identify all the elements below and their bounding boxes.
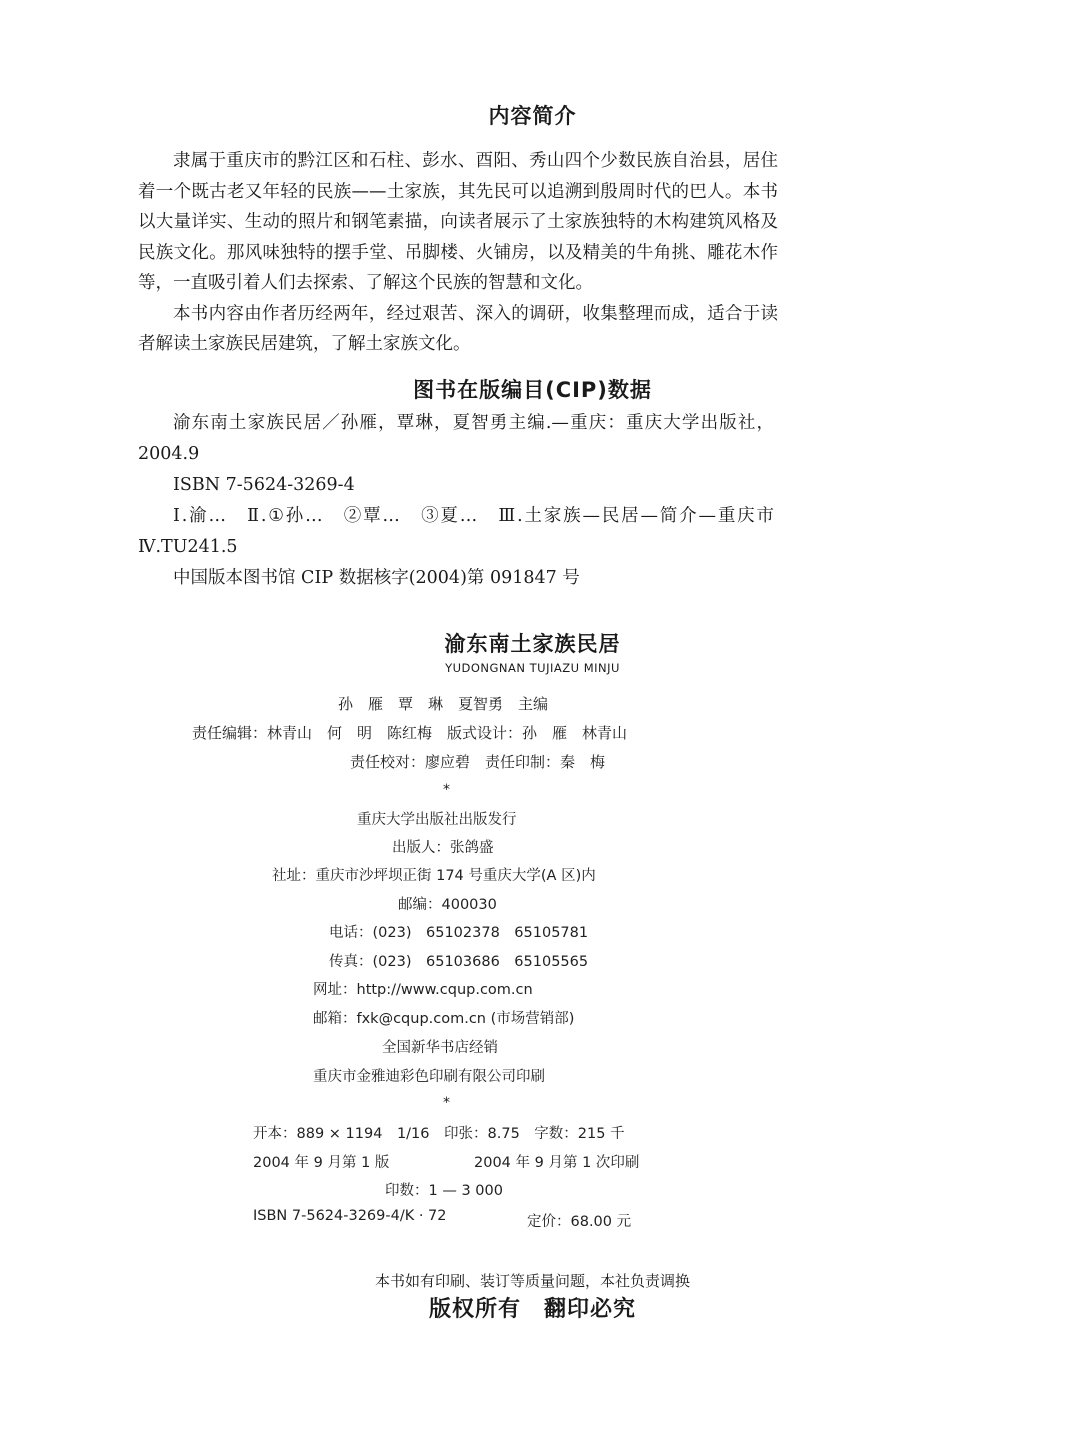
publisher-issue: 重庆大学出版社出版发行 xyxy=(357,812,517,828)
spec-format: 开本：889 × 1194 1/16 印张：8.75 字数：215 千 xyxy=(253,1126,625,1142)
cip-isbn: ISBN 7-5624-3269-4 xyxy=(173,475,355,495)
book-editors: 孙 雁 覃 琳 夏智勇 主编 xyxy=(338,695,549,713)
intro-heading: 内容简介 xyxy=(488,104,577,128)
separator-star: * xyxy=(443,782,450,798)
spec-printing: 2004 年 9 月第 1 次印刷 xyxy=(474,1155,640,1171)
intro-text xyxy=(138,146,778,360)
book-title: 渝东南土家族民居 xyxy=(444,632,621,656)
spec-isbn: ISBN 7-5624-3269-4/K · 72 xyxy=(253,1208,447,1224)
cip-classification: Ⅰ.渝… Ⅱ.①孙… ②覃… ③夏… Ⅲ.土家族—民居—简介—重庆市 Ⅳ.TU241.5 xyxy=(138,506,792,557)
spec-price: 定价：68.00 元 xyxy=(527,1214,632,1230)
spec-edition: 2004 年 9 月第 1 版 xyxy=(253,1155,390,1171)
book-pinyin: YUDONGNAN TUJIAZU MINJU xyxy=(445,661,620,675)
publisher-website: 网址：http://www.cqup.com.cn xyxy=(313,982,533,998)
cip-heading: 图书在版编目(CIP)数据 xyxy=(413,378,652,402)
cip-citation: 渝东南土家族民居／孙雁，覃琳，夏智勇主编.—重庆：重庆大学出版社，2004.9 xyxy=(138,413,774,464)
intro-paragraph-2: 本书内容由作者历经两年，经过艰苦、深入的调研，收集整理而成，适合于读者解读土家族民居建筑，了解土家族文化。 xyxy=(138,303,778,354)
publisher-fax: 传真：(023) 65103686 65105565 xyxy=(329,954,589,970)
cip-verification: 中国版本图书馆 CIP 数据核字(2004)第 091847 号 xyxy=(173,568,580,588)
publisher-phone: 电话：(023) 65102378 65105781 xyxy=(329,925,589,941)
proofreader-credits: 责任校对：廖应碧 责任印制：秦 梅 xyxy=(350,753,606,771)
separator-star-2: * xyxy=(443,1095,450,1111)
publisher-printer: 重庆市金雅迪彩色印刷有限公司印刷 xyxy=(313,1069,545,1085)
publisher-email: 邮箱：fxk@cqup.com.cn (市场营销部) xyxy=(313,1011,575,1027)
responsible-editors: 责任编辑：林青山 何 明 陈红梅 版式设计：孙 雁 林青山 xyxy=(192,724,628,742)
publisher-person: 出版人：张鸽盛 xyxy=(392,840,494,856)
intro-paragraph-1: 隶属于重庆市的黔江区和石柱、彭水、酉阳、秀山四个少数民族自治县，居住着一个既古老又年轻的民族——土家族，其先民可以追溯到殷周时代的巴人。本书以大量详实、生动的照片和钢笔素描，向读者展示了土家族独特的木构建筑风格及民族文化。那风味独特的摆手堂、吊脚楼、火铺房，以及精美的牛角挑、雕花木作等，一直吸引着人们去探索、了解这个民族的智慧和文化。 xyxy=(138,151,778,293)
publisher-postcode: 邮编：400030 xyxy=(398,897,497,913)
spec-print-run: 印数：1 — 3 000 xyxy=(385,1183,503,1199)
cip-block xyxy=(138,408,792,594)
publisher-distributor: 全国新华书店经销 xyxy=(382,1040,498,1056)
quality-notice: 本书如有印刷、装订等质量问题，本社负责调换 xyxy=(374,1272,690,1290)
publisher-address: 社址：重庆市沙坪坝正街 174 号重庆大学(A 区)内 xyxy=(272,868,596,884)
copyright-notice: 版权所有 翻印必究 xyxy=(428,1297,636,1322)
